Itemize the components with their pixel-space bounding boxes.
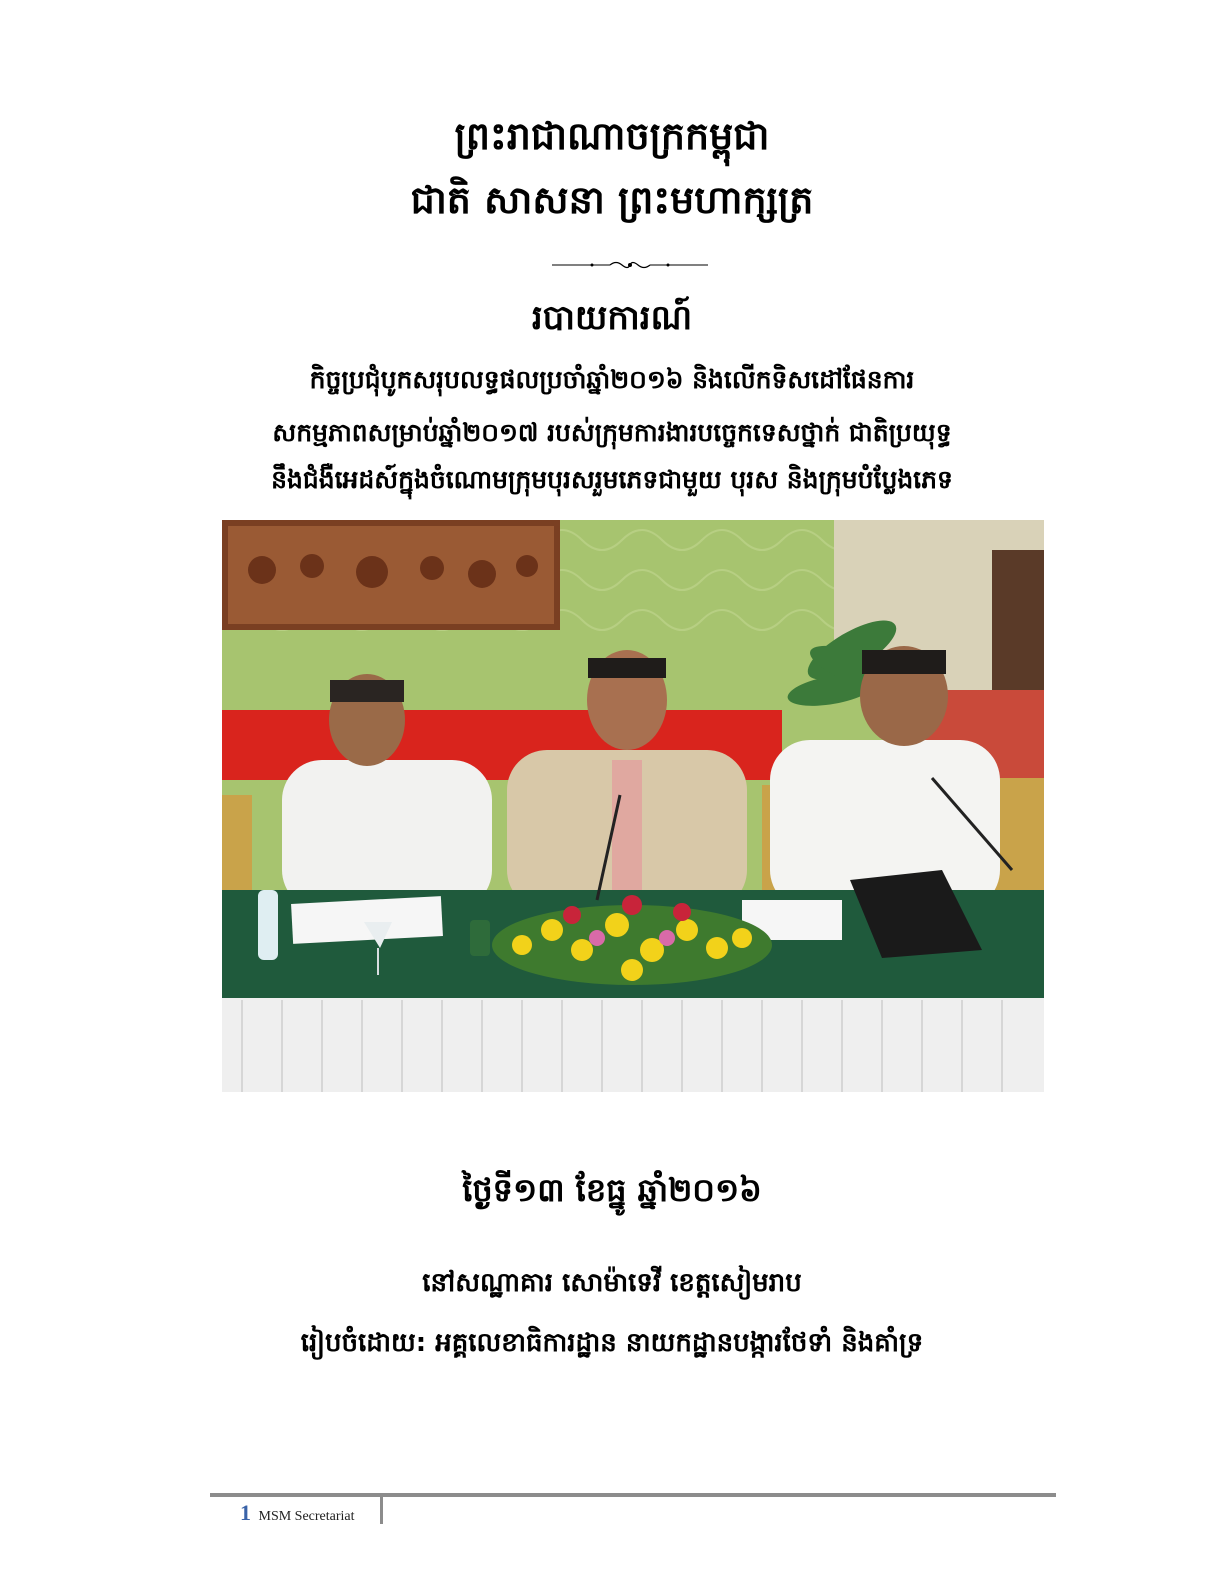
report-subtitle-line-3: នឹងជំងឺអេដស៍ក្នុងចំណោមក្រុមបុរសរួមភេទជាមួយ បុរស និងក្រុមបំប្លែងភេទ — [271, 465, 953, 494]
kingdom-title: ព្រះរាជាណាចក្រកម្ពុជា — [454, 114, 770, 158]
meeting-date: ថ្ងៃទី១៣ ខែធ្នូ ឆ្នាំ២០១៦ — [462, 1171, 762, 1209]
footer-label: MSM Secretariat — [258, 1509, 355, 1524]
national-motto: ជាតិ សាសនា ព្រះមហាក្សត្រ — [410, 178, 814, 222]
meeting-venue: នៅសណ្ឋាគារ សោម៉ាទេវី ខេត្តសៀមរាប — [422, 1268, 802, 1298]
ornamental-divider — [552, 258, 708, 272]
report-subtitle-line-2: សកម្មភាពសម្រាប់ឆ្នាំ២០១៧ របស់ក្រុមការងារបច្ចេកទេសថ្នាក់ ជាតិប្រយុទ្ធ — [272, 418, 952, 447]
footer-separator — [380, 1494, 383, 1524]
organizer-line: រៀបចំដោយ: អគ្គលេខាធិការដ្ឋាន នាយកដ្ឋានបង្ការថែទាំ និងគាំទ្រ — [300, 1328, 924, 1358]
page-footer — [240, 1500, 355, 1526]
meeting-photo — [222, 520, 1044, 1092]
page-number: 1 — [240, 1500, 251, 1525]
report-subtitle-line-1: កិច្ចប្រជុំបូកសរុបលទ្ធផលប្រចាំឆ្នាំ២០១៦ និងលើកទិសដៅផែនការ — [309, 365, 915, 394]
footer-rule — [210, 1493, 1056, 1497]
report-heading: របាយការណ៍ — [531, 298, 693, 338]
